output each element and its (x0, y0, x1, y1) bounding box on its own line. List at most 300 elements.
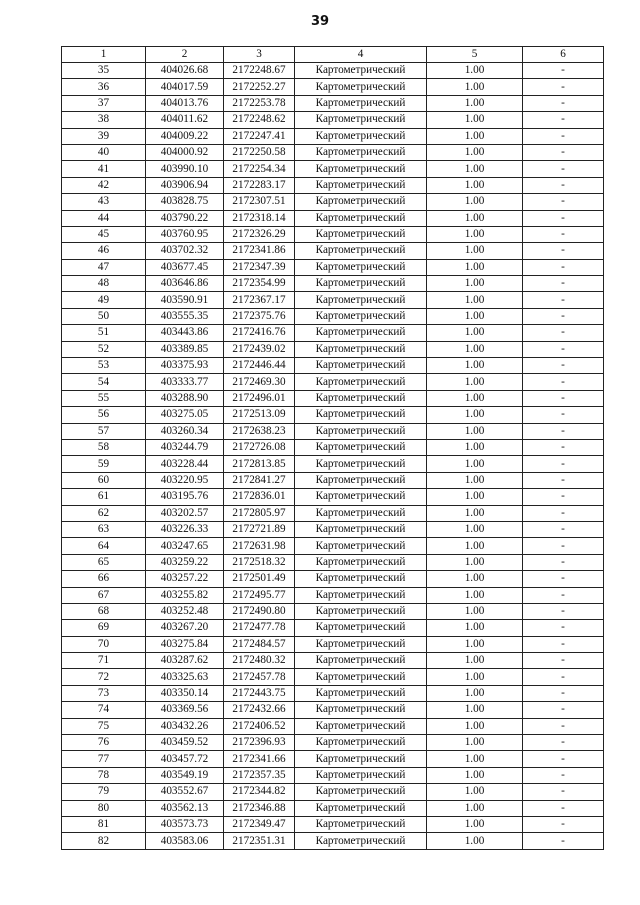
method-cell: Картометрический (295, 521, 427, 537)
y-coordinate-cell: 2172638.23 (224, 423, 295, 439)
accuracy-cell: 1.00 (427, 767, 523, 783)
y-coordinate-cell: 2172253.78 (224, 95, 295, 111)
note-cell: - (523, 161, 604, 177)
accuracy-cell: 1.00 (427, 784, 523, 800)
accuracy-cell: 1.00 (427, 636, 523, 652)
x-coordinate-cell: 403350.14 (146, 685, 224, 701)
note-cell: - (523, 439, 604, 455)
table-row (62, 243, 604, 259)
accuracy-cell: 1.00 (427, 669, 523, 685)
note-cell: - (523, 784, 604, 800)
accuracy-cell: 1.00 (427, 177, 523, 193)
accuracy-cell: 1.00 (427, 456, 523, 472)
table-row (62, 259, 604, 275)
x-coordinate-cell: 403195.76 (146, 489, 224, 505)
accuracy-cell: 1.00 (427, 325, 523, 341)
point-number-cell: 57 (62, 423, 146, 439)
accuracy-cell: 1.00 (427, 538, 523, 554)
point-number-cell: 39 (62, 128, 146, 144)
point-number-cell: 45 (62, 226, 146, 242)
note-cell: - (523, 259, 604, 275)
x-coordinate-cell: 403562.13 (146, 800, 224, 816)
point-number-cell: 54 (62, 374, 146, 390)
x-coordinate-cell: 403255.82 (146, 587, 224, 603)
method-cell: Картометрический (295, 702, 427, 718)
note-cell: - (523, 358, 604, 374)
accuracy-cell: 1.00 (427, 653, 523, 669)
accuracy-cell: 1.00 (427, 194, 523, 210)
x-coordinate-cell: 403677.45 (146, 259, 224, 275)
note-cell: - (523, 308, 604, 324)
point-number-cell: 79 (62, 784, 146, 800)
point-number-cell: 40 (62, 144, 146, 160)
accuracy-cell: 1.00 (427, 144, 523, 160)
note-cell: - (523, 243, 604, 259)
y-coordinate-cell: 2172439.02 (224, 341, 295, 357)
note-cell: - (523, 63, 604, 79)
method-cell: Картометрический (295, 505, 427, 521)
accuracy-cell: 1.00 (427, 358, 523, 374)
method-cell: Картометрический (295, 669, 427, 685)
accuracy-cell: 1.00 (427, 521, 523, 537)
method-cell: Картометрический (295, 538, 427, 554)
point-number-cell: 68 (62, 603, 146, 619)
note-cell: - (523, 128, 604, 144)
x-coordinate-cell: 403702.32 (146, 243, 224, 259)
method-cell: Картометрический (295, 816, 427, 832)
x-coordinate-cell: 403375.93 (146, 358, 224, 374)
y-coordinate-cell: 2172721.89 (224, 521, 295, 537)
method-cell: Картометрический (295, 685, 427, 701)
point-number-cell: 66 (62, 571, 146, 587)
method-cell: Картометрический (295, 407, 427, 423)
table-row (62, 95, 604, 111)
note-cell: - (523, 423, 604, 439)
x-coordinate-cell: 403220.95 (146, 472, 224, 488)
point-number-cell: 44 (62, 210, 146, 226)
x-coordinate-cell: 403549.19 (146, 767, 224, 783)
table-row (62, 439, 604, 455)
table-row (62, 767, 604, 783)
table-row (62, 751, 604, 767)
note-cell: - (523, 276, 604, 292)
x-coordinate-cell: 404013.76 (146, 95, 224, 111)
note-cell: - (523, 636, 604, 652)
method-cell: Картометрический (295, 128, 427, 144)
method-cell: Картометрический (295, 63, 427, 79)
y-coordinate-cell: 2172375.76 (224, 308, 295, 324)
accuracy-cell: 1.00 (427, 292, 523, 308)
x-coordinate-cell: 403457.72 (146, 751, 224, 767)
x-coordinate-cell: 403287.62 (146, 653, 224, 669)
table-row (62, 276, 604, 292)
method-cell: Картометрический (295, 603, 427, 619)
accuracy-cell: 1.00 (427, 341, 523, 357)
accuracy-cell: 1.00 (427, 702, 523, 718)
method-cell: Картометрический (295, 144, 427, 160)
accuracy-cell: 1.00 (427, 128, 523, 144)
point-number-cell: 64 (62, 538, 146, 554)
note-cell: - (523, 226, 604, 242)
y-coordinate-cell: 2172480.32 (224, 653, 295, 669)
note-cell: - (523, 571, 604, 587)
method-cell: Картометрический (295, 554, 427, 570)
point-number-cell: 51 (62, 325, 146, 341)
point-number-cell: 82 (62, 833, 146, 849)
method-cell: Картометрический (295, 308, 427, 324)
method-cell: Картометрический (295, 735, 427, 751)
point-number-cell: 37 (62, 95, 146, 111)
y-coordinate-cell: 2172344.82 (224, 784, 295, 800)
method-cell: Картометрический (295, 571, 427, 587)
x-coordinate-cell: 403275.84 (146, 636, 224, 652)
x-coordinate-cell: 404009.22 (146, 128, 224, 144)
x-coordinate-cell: 404017.59 (146, 79, 224, 95)
note-cell: - (523, 505, 604, 521)
method-cell: Картометрический (295, 161, 427, 177)
table-header-row (62, 47, 604, 63)
note-cell: - (523, 603, 604, 619)
accuracy-cell: 1.00 (427, 800, 523, 816)
accuracy-cell: 1.00 (427, 735, 523, 751)
table-row (62, 112, 604, 128)
point-number-cell: 72 (62, 669, 146, 685)
note-cell: - (523, 735, 604, 751)
note-cell: - (523, 669, 604, 685)
table-row (62, 800, 604, 816)
method-cell: Картометрический (295, 226, 427, 242)
table-row (62, 505, 604, 521)
accuracy-cell: 1.00 (427, 390, 523, 406)
table-row (62, 325, 604, 341)
y-coordinate-cell: 2172349.47 (224, 816, 295, 832)
x-coordinate-cell: 403790.22 (146, 210, 224, 226)
accuracy-cell: 1.00 (427, 816, 523, 832)
y-coordinate-cell: 2172495.77 (224, 587, 295, 603)
note-cell: - (523, 194, 604, 210)
method-cell: Картометрический (295, 587, 427, 603)
accuracy-cell: 1.00 (427, 718, 523, 734)
point-number-cell: 74 (62, 702, 146, 718)
point-number-cell: 53 (62, 358, 146, 374)
column-header: 2 (146, 47, 224, 63)
note-cell: - (523, 751, 604, 767)
y-coordinate-cell: 2172248.67 (224, 63, 295, 79)
note-cell: - (523, 390, 604, 406)
x-coordinate-cell: 403583.06 (146, 833, 224, 849)
x-coordinate-cell: 403288.90 (146, 390, 224, 406)
point-number-cell: 65 (62, 554, 146, 570)
x-coordinate-cell: 403202.57 (146, 505, 224, 521)
y-coordinate-cell: 2172805.97 (224, 505, 295, 521)
point-number-cell: 76 (62, 735, 146, 751)
note-cell: - (523, 554, 604, 570)
table-row (62, 472, 604, 488)
y-coordinate-cell: 2172446.44 (224, 358, 295, 374)
y-coordinate-cell: 2172341.86 (224, 243, 295, 259)
point-number-cell: 78 (62, 767, 146, 783)
note-cell: - (523, 816, 604, 832)
y-coordinate-cell: 2172496.01 (224, 390, 295, 406)
point-number-cell: 67 (62, 587, 146, 603)
point-number-cell: 58 (62, 439, 146, 455)
method-cell: Картометрический (295, 390, 427, 406)
accuracy-cell: 1.00 (427, 489, 523, 505)
x-coordinate-cell: 403369.56 (146, 702, 224, 718)
x-coordinate-cell: 403552.67 (146, 784, 224, 800)
note-cell: - (523, 800, 604, 816)
point-number-cell: 62 (62, 505, 146, 521)
note-cell: - (523, 702, 604, 718)
note-cell: - (523, 79, 604, 95)
point-number-cell: 49 (62, 292, 146, 308)
y-coordinate-cell: 2172354.99 (224, 276, 295, 292)
table-row (62, 194, 604, 210)
method-cell: Картометрический (295, 210, 427, 226)
note-cell: - (523, 456, 604, 472)
y-coordinate-cell: 2172631.98 (224, 538, 295, 554)
x-coordinate-cell: 403257.22 (146, 571, 224, 587)
y-coordinate-cell: 2172346.88 (224, 800, 295, 816)
x-coordinate-cell: 404000.92 (146, 144, 224, 160)
note-cell: - (523, 767, 604, 783)
y-coordinate-cell: 2172841.27 (224, 472, 295, 488)
method-cell: Картометрический (295, 472, 427, 488)
point-number-cell: 36 (62, 79, 146, 95)
y-coordinate-cell: 2172416.76 (224, 325, 295, 341)
table-row (62, 784, 604, 800)
x-coordinate-cell: 403260.34 (146, 423, 224, 439)
point-number-cell: 59 (62, 456, 146, 472)
y-coordinate-cell: 2172326.29 (224, 226, 295, 242)
table-row (62, 571, 604, 587)
x-coordinate-cell: 403247.65 (146, 538, 224, 554)
point-number-cell: 43 (62, 194, 146, 210)
method-cell: Картометрический (295, 833, 427, 849)
accuracy-cell: 1.00 (427, 308, 523, 324)
method-cell: Картометрический (295, 784, 427, 800)
table-row (62, 603, 604, 619)
column-header: 4 (295, 47, 427, 63)
x-coordinate-cell: 404011.62 (146, 112, 224, 128)
point-number-cell: 80 (62, 800, 146, 816)
method-cell: Картометрический (295, 79, 427, 95)
x-coordinate-cell: 403275.05 (146, 407, 224, 423)
y-coordinate-cell: 2172254.34 (224, 161, 295, 177)
method-cell: Картометрический (295, 751, 427, 767)
table-row (62, 456, 604, 472)
accuracy-cell: 1.00 (427, 210, 523, 226)
point-number-cell: 75 (62, 718, 146, 734)
accuracy-cell: 1.00 (427, 833, 523, 849)
x-coordinate-cell: 403828.75 (146, 194, 224, 210)
point-number-cell: 77 (62, 751, 146, 767)
point-number-cell: 42 (62, 177, 146, 193)
note-cell: - (523, 538, 604, 554)
table-row (62, 735, 604, 751)
y-coordinate-cell: 2172406.52 (224, 718, 295, 734)
note-cell: - (523, 341, 604, 357)
point-number-cell: 71 (62, 653, 146, 669)
y-coordinate-cell: 2172484.57 (224, 636, 295, 652)
y-coordinate-cell: 2172247.41 (224, 128, 295, 144)
table-row (62, 407, 604, 423)
x-coordinate-cell: 404026.68 (146, 63, 224, 79)
method-cell: Картометрический (295, 718, 427, 734)
method-cell: Картометрический (295, 325, 427, 341)
x-coordinate-cell: 403555.35 (146, 308, 224, 324)
note-cell: - (523, 112, 604, 128)
method-cell: Картометрический (295, 112, 427, 128)
y-coordinate-cell: 2172457.78 (224, 669, 295, 685)
table-row (62, 669, 604, 685)
table-row (62, 587, 604, 603)
table-row (62, 653, 604, 669)
table-row (62, 308, 604, 324)
column-header: 6 (523, 47, 604, 63)
y-coordinate-cell: 2172443.75 (224, 685, 295, 701)
point-number-cell: 46 (62, 243, 146, 259)
x-coordinate-cell: 403906.94 (146, 177, 224, 193)
method-cell: Картометрический (295, 439, 427, 455)
point-number-cell: 61 (62, 489, 146, 505)
point-number-cell: 63 (62, 521, 146, 537)
x-coordinate-cell: 403432.26 (146, 718, 224, 734)
table-row (62, 79, 604, 95)
table-row (62, 620, 604, 636)
note-cell: - (523, 587, 604, 603)
y-coordinate-cell: 2172252.27 (224, 79, 295, 95)
table-row (62, 292, 604, 308)
table-row (62, 521, 604, 537)
y-coordinate-cell: 2172347.39 (224, 259, 295, 275)
accuracy-cell: 1.00 (427, 161, 523, 177)
note-cell: - (523, 718, 604, 734)
note-cell: - (523, 653, 604, 669)
y-coordinate-cell: 2172357.35 (224, 767, 295, 783)
y-coordinate-cell: 2172501.49 (224, 571, 295, 587)
y-coordinate-cell: 2172307.51 (224, 194, 295, 210)
method-cell: Картометрический (295, 95, 427, 111)
table-row (62, 718, 604, 734)
column-header: 5 (427, 47, 523, 63)
method-cell: Картометрический (295, 276, 427, 292)
note-cell: - (523, 521, 604, 537)
method-cell: Картометрический (295, 767, 427, 783)
table-row (62, 702, 604, 718)
table-row (62, 177, 604, 193)
method-cell: Картометрический (295, 177, 427, 193)
point-number-cell: 69 (62, 620, 146, 636)
accuracy-cell: 1.00 (427, 79, 523, 95)
table-row (62, 423, 604, 439)
point-number-cell: 47 (62, 259, 146, 275)
method-cell: Картометрический (295, 243, 427, 259)
accuracy-cell: 1.00 (427, 407, 523, 423)
point-number-cell: 81 (62, 816, 146, 832)
method-cell: Картометрический (295, 636, 427, 652)
x-coordinate-cell: 403646.86 (146, 276, 224, 292)
note-cell: - (523, 833, 604, 849)
accuracy-cell: 1.00 (427, 554, 523, 570)
table-row (62, 63, 604, 79)
y-coordinate-cell: 2172469.30 (224, 374, 295, 390)
column-header: 1 (62, 47, 146, 63)
point-number-cell: 55 (62, 390, 146, 406)
table-row (62, 144, 604, 160)
table-row (62, 358, 604, 374)
y-coordinate-cell: 2172318.14 (224, 210, 295, 226)
accuracy-cell: 1.00 (427, 63, 523, 79)
x-coordinate-cell: 403590.91 (146, 292, 224, 308)
table-row (62, 128, 604, 144)
accuracy-cell: 1.00 (427, 603, 523, 619)
x-coordinate-cell: 403443.86 (146, 325, 224, 341)
x-coordinate-cell: 403990.10 (146, 161, 224, 177)
y-coordinate-cell: 2172813.85 (224, 456, 295, 472)
note-cell: - (523, 210, 604, 226)
table-row (62, 636, 604, 652)
table-row (62, 161, 604, 177)
point-number-cell: 48 (62, 276, 146, 292)
method-cell: Картометрический (295, 341, 427, 357)
accuracy-cell: 1.00 (427, 505, 523, 521)
method-cell: Картометрический (295, 653, 427, 669)
accuracy-cell: 1.00 (427, 620, 523, 636)
table-row (62, 210, 604, 226)
coordinates-table (61, 46, 604, 850)
accuracy-cell: 1.00 (427, 112, 523, 128)
x-coordinate-cell: 403573.73 (146, 816, 224, 832)
note-cell: - (523, 292, 604, 308)
x-coordinate-cell: 403244.79 (146, 439, 224, 455)
x-coordinate-cell: 403259.22 (146, 554, 224, 570)
x-coordinate-cell: 403252.48 (146, 603, 224, 619)
y-coordinate-cell: 2172341.66 (224, 751, 295, 767)
x-coordinate-cell: 403333.77 (146, 374, 224, 390)
accuracy-cell: 1.00 (427, 259, 523, 275)
y-coordinate-cell: 2172396.93 (224, 735, 295, 751)
note-cell: - (523, 144, 604, 160)
method-cell: Картометрический (295, 456, 427, 472)
y-coordinate-cell: 2172250.58 (224, 144, 295, 160)
note-cell: - (523, 489, 604, 505)
accuracy-cell: 1.00 (427, 439, 523, 455)
accuracy-cell: 1.00 (427, 95, 523, 111)
x-coordinate-cell: 403325.63 (146, 669, 224, 685)
x-coordinate-cell: 403267.20 (146, 620, 224, 636)
point-number-cell: 56 (62, 407, 146, 423)
point-number-cell: 70 (62, 636, 146, 652)
y-coordinate-cell: 2172477.78 (224, 620, 295, 636)
point-number-cell: 73 (62, 685, 146, 701)
method-cell: Картометрический (295, 800, 427, 816)
method-cell: Картометрический (295, 374, 427, 390)
method-cell: Картометрический (295, 620, 427, 636)
y-coordinate-cell: 2172518.32 (224, 554, 295, 570)
y-coordinate-cell: 2172513.09 (224, 407, 295, 423)
accuracy-cell: 1.00 (427, 276, 523, 292)
y-coordinate-cell: 2172283.17 (224, 177, 295, 193)
y-coordinate-cell: 2172248.62 (224, 112, 295, 128)
table-row (62, 226, 604, 242)
method-cell: Картометрический (295, 489, 427, 505)
accuracy-cell: 1.00 (427, 423, 523, 439)
accuracy-cell: 1.00 (427, 751, 523, 767)
table-row (62, 341, 604, 357)
method-cell: Картометрический (295, 358, 427, 374)
page-number: 39 (310, 14, 330, 29)
